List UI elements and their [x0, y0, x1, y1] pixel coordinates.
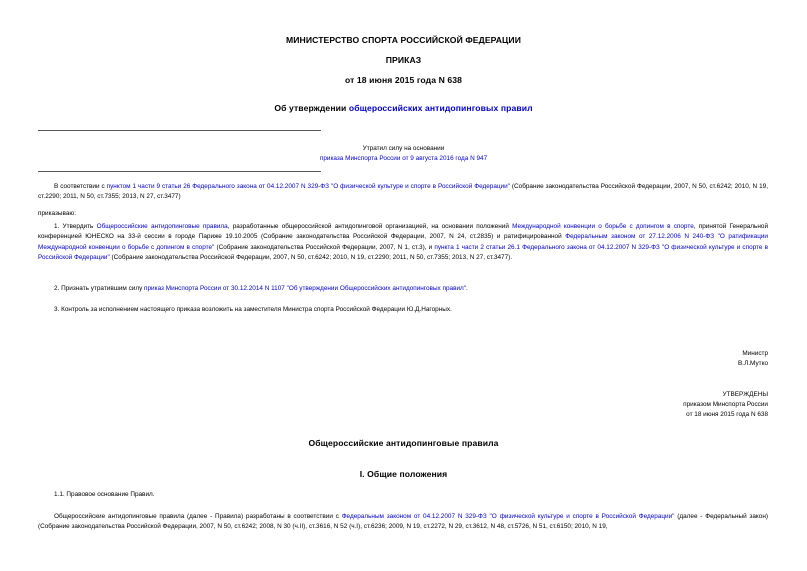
item-1-text-e: (Собрание законодательства Российской Федерации, 2007, N 50, ст.6242; 2010, N 19, ст.2290; 2011, N 50, ст.7355; 2013, N 27, ст.3477).	[109, 253, 513, 261]
doc-title-link[interactable]: общероссийских антидопинговых правил	[348, 103, 533, 113]
item-2-paragraph	[54, 284, 468, 294]
ministry-heading: МИНИСТЕРСТВО СПОРТА РОССИЙСКОЙ ФЕДЕРАЦИИ	[285, 35, 521, 45]
item-1-ratification-link[interactable]: Федеральным законом от 27.12.2006 N 240-ФЗ "О ратификации Международной конвенции о борьбе с допингом в спорте"	[38, 233, 768, 251]
preamble-source: (Собрание законодательства Российской Федерации, 2007, N 50, ст.6242; 2010, N 19, ст.2290; 2011, N 50, ст.7355; 2013, N 27, ст.3477)	[38, 183, 769, 201]
item-1-text-d: (Собрание законодательства Российской Федерации, 2007, N 1, ст.3), и	[214, 243, 435, 251]
item-1-convention-link[interactable]: Международной конвенции о борьбе с допингом в спорте	[512, 223, 694, 230]
item-2-order-link[interactable]: приказ Минспорта России от 30.12.2014 N 1107 "Об утверждении Общероссийских антидопинговых правил"	[144, 285, 467, 292]
rules-intro-text-b: (далее - Федеральный закон) (Собрание законодательства Российской Федерации, 2007, N 50, ст.6242; 2008, N 30 (ч.II), ст.3616, N 52 (ч.I), ст.6236; 2009, N 19, ст.2272, N 29, ст.3612, N 48, ст.5726, N 51, ст.6150; 2010, N 19,	[38, 513, 768, 531]
item-1-text-c: , принятой Генеральной конференцией ЮНЕСКО на 33-й сессии в городе Париже 19.10.2005 (Собрание законодательства Российской Федерации, 2007, N 24, ст.2835) и ратифицированной	[38, 223, 769, 241]
rules-intro-paragraph	[38, 512, 768, 533]
approved-label: УТВЕРЖДЕНЫ	[722, 391, 768, 398]
lost-force-link[interactable]: приказа Минспорта России от 9 августа 2016 года N 947	[319, 155, 488, 162]
item-1-rules-link[interactable]: Общероссийские антидопинговые правила	[96, 223, 228, 230]
item-1-text-b: , разработанные общероссийской антидопинговой организацией, на основании положений	[227, 223, 513, 230]
item-2-text: 2. Признать утратившим силу	[54, 285, 145, 292]
preamble-paragraph	[38, 182, 768, 203]
preamble-text: В соответствии с	[54, 183, 107, 190]
signature-position: Министр	[742, 350, 768, 357]
rules-intro-text-a: Общероссийские антидопинговые правила (далее - Правила) разработаны в соответствии с	[54, 513, 342, 520]
item-2-period: .	[466, 285, 468, 292]
order-word: приказываю:	[38, 210, 76, 217]
section-1-title: I. Общие положения	[359, 469, 448, 479]
rules-title: Общероссийские антидопинговые правила	[308, 438, 499, 448]
doc-type-heading: ПРИКАЗ	[385, 55, 422, 65]
item-1-law-link[interactable]: пункта 1 части 2 статьи 26.1 Федерального закона от 04.12.2007 N 329-ФЗ "О физической культуре и спорте в Российской Федерации"	[38, 243, 768, 261]
approved-date: от 18 июня 2015 года N 638	[686, 411, 768, 418]
doc-date-number: от 18 июня 2015 года N 638	[344, 75, 463, 85]
signature-name: В.Л.Мутко	[738, 360, 768, 367]
doc-title-prefix: Об утверждении	[274, 103, 349, 113]
lost-force-note: Утратил силу на основании	[362, 145, 445, 152]
separator-rule-top	[38, 130, 321, 131]
doc-title	[0, 103, 807, 113]
item-3-paragraph: 3. Контроль за исполнением настоящего приказа возложить на заместителя Министра спорта Российской Федерации Ю.Д.Нагорных.	[54, 306, 452, 313]
clause-1-1: 1.1. Правовое основание Правил.	[54, 491, 155, 498]
item-1-text-a: 1. Утвердить	[54, 223, 97, 230]
rules-intro-law-link[interactable]: Федеральным законом от 04.12.2007 N 329-ФЗ "О физической культуре и спорте в Российской Федерации"	[341, 513, 675, 520]
approved-by-order: приказом Минспорта России	[683, 401, 768, 408]
item-1-paragraph	[38, 222, 768, 263]
separator-rule-bottom	[38, 171, 321, 172]
preamble-law-link[interactable]: пунктом 1 части 9 статьи 26 Федерального закона от 04.12.2007 N 329-ФЗ "О физической культуре и спорте в Российской Федерации"	[106, 183, 510, 190]
